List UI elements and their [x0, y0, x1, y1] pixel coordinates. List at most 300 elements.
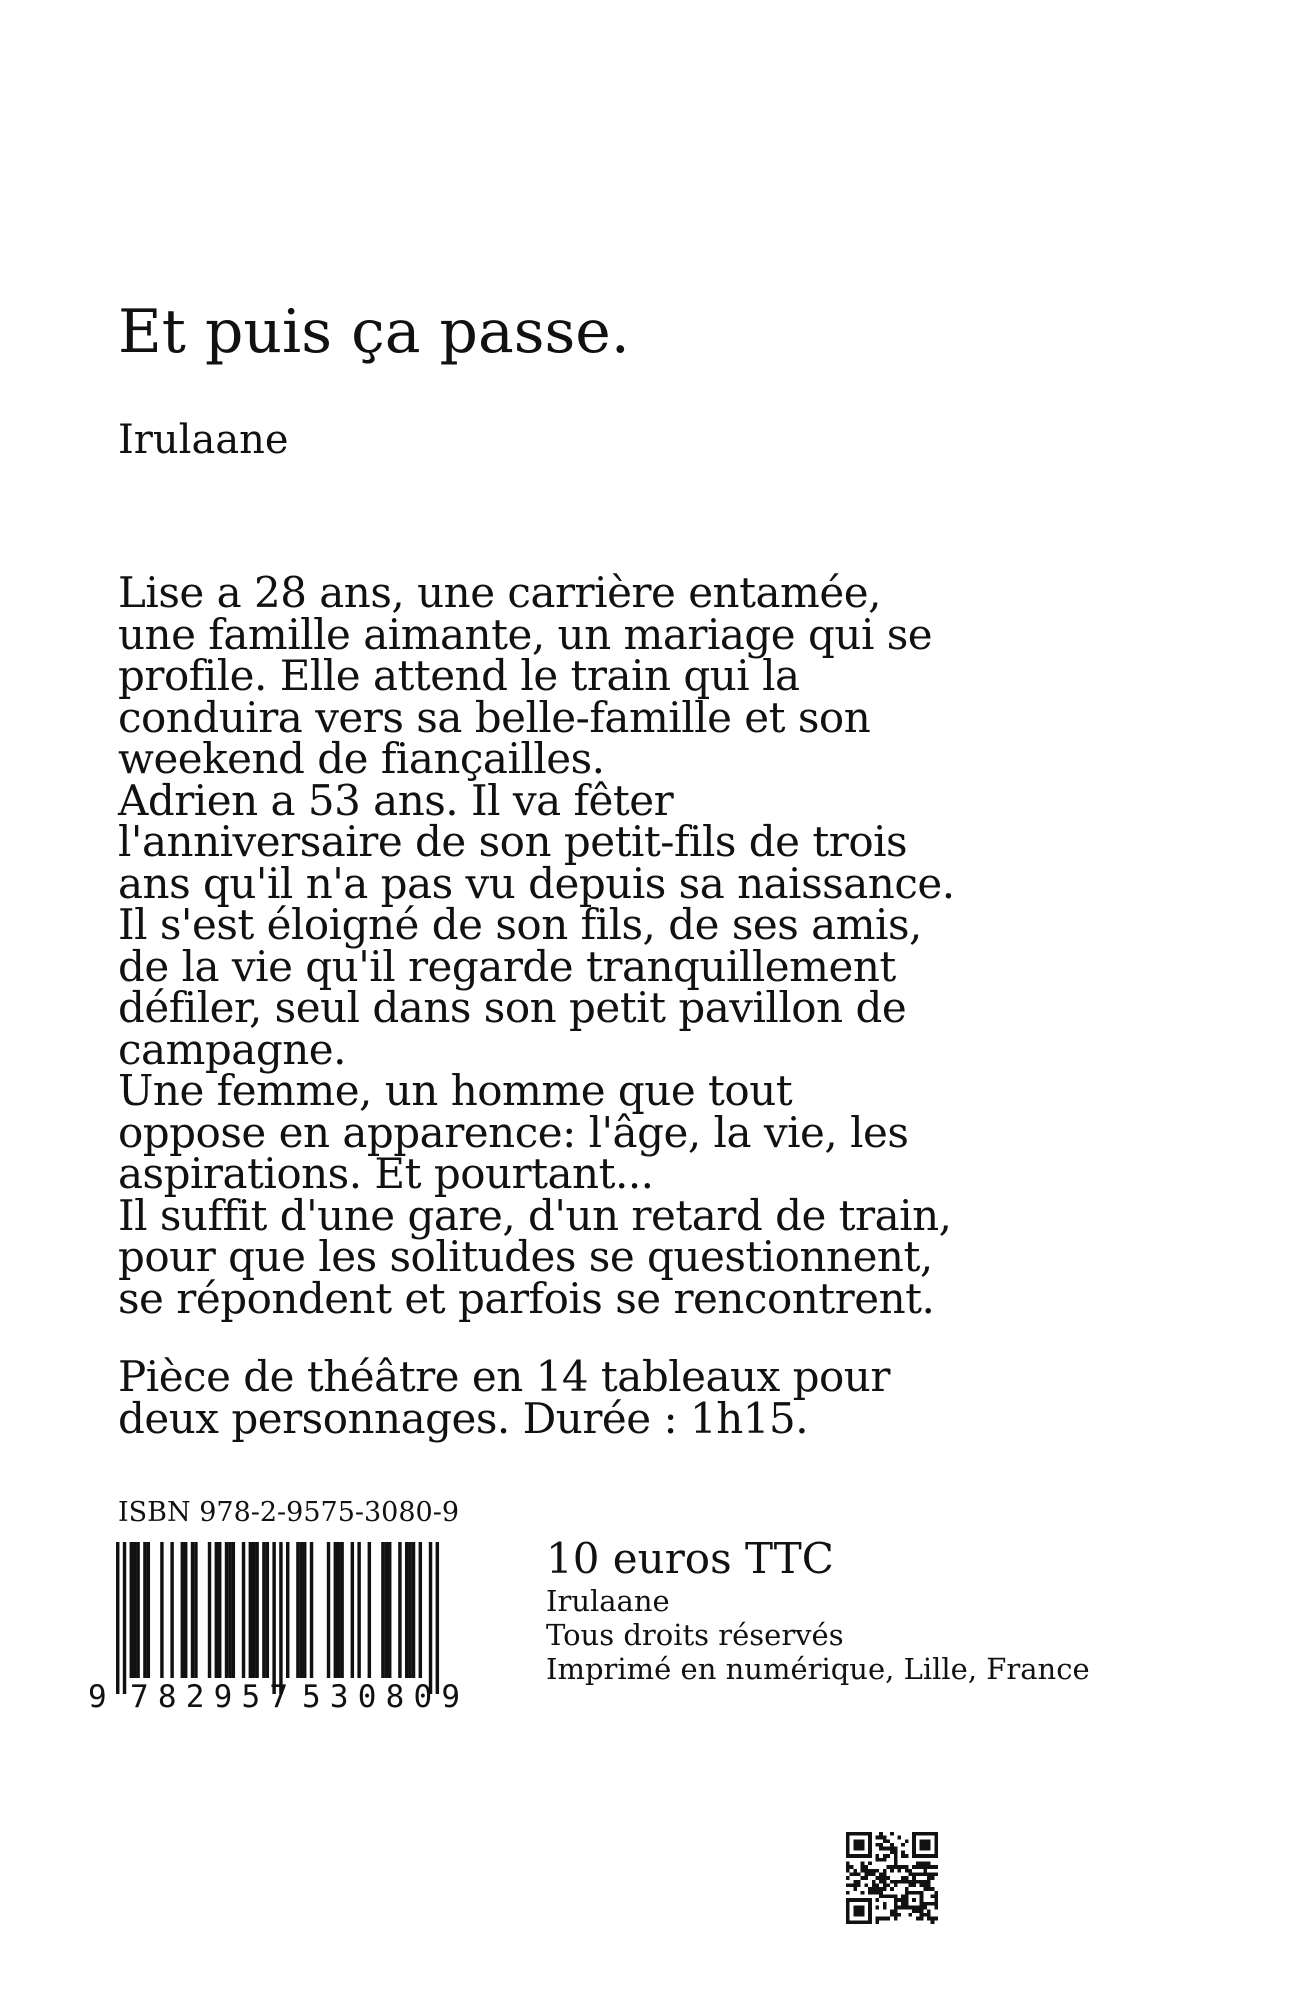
qr-module: [920, 1891, 924, 1895]
qr-module: [868, 1909, 872, 1913]
barcode-bar: [249, 1542, 252, 1678]
qr-module: [920, 1861, 924, 1865]
qr-module: [879, 1880, 883, 1884]
qr-module: [905, 1869, 909, 1873]
qr-module: [901, 1854, 905, 1858]
book-title: Et puis ça passe.: [118, 297, 630, 367]
qr-module: [857, 1898, 861, 1902]
qr-module: [868, 1917, 872, 1921]
qr-module: [934, 1843, 938, 1847]
qr-module: [912, 1898, 916, 1902]
qr-module: [875, 1858, 879, 1862]
qr-module: [901, 1876, 905, 1880]
qr-module: [864, 1898, 868, 1902]
qr-module: [912, 1872, 916, 1876]
barcode-bar: [279, 1542, 282, 1694]
qr-module: [875, 1854, 879, 1858]
qr-module: [861, 1847, 865, 1851]
qr-module: [920, 1895, 924, 1899]
barcode-bar: [368, 1542, 371, 1678]
qr-module: [923, 1843, 927, 1847]
qr-module: [846, 1843, 850, 1847]
blurb-line: Il s'est éloigné de son fils, de ses amis,: [118, 900, 922, 949]
qr-module: [883, 1876, 887, 1880]
qr-module: [853, 1920, 857, 1924]
qr-module: [846, 1891, 850, 1895]
qr-module: [879, 1832, 883, 1836]
qr-module: [934, 1854, 938, 1858]
qr-module: [853, 1887, 857, 1891]
qr-module: [846, 1902, 850, 1906]
qr-module: [868, 1920, 872, 1924]
qr-module: [905, 1895, 909, 1899]
qr-module: [916, 1909, 920, 1913]
qr-module: [934, 1872, 938, 1876]
qr-module: [883, 1917, 887, 1921]
qr-module: [868, 1872, 872, 1876]
qr-module: [923, 1887, 927, 1891]
barcode-bar: [170, 1542, 173, 1678]
qr-module: [916, 1861, 920, 1865]
barcode-bar: [327, 1542, 330, 1678]
qr-module: [872, 1887, 876, 1891]
qr-module: [927, 1839, 931, 1843]
qr-module: [864, 1869, 868, 1873]
qr-module: [931, 1832, 935, 1836]
qr-module: [909, 1872, 913, 1876]
qr-module: [905, 1906, 909, 1910]
qr-module: [886, 1847, 890, 1851]
qr-module: [912, 1836, 916, 1840]
barcode-bar: [351, 1542, 354, 1678]
barcode-bar: [405, 1542, 408, 1678]
qr-module: [850, 1898, 854, 1902]
blurb-line: campagne.: [118, 1024, 346, 1074]
barcode-bar: [436, 1542, 439, 1694]
qr-module: [890, 1865, 894, 1869]
qr-module: [916, 1854, 920, 1858]
qr-module: [857, 1843, 861, 1847]
qr-module: [923, 1902, 927, 1906]
barcode-bar: [334, 1542, 337, 1678]
qr-module: [894, 1884, 898, 1888]
qr-module: [872, 1880, 876, 1884]
qr-module: [861, 1832, 865, 1836]
qr-module: [868, 1891, 872, 1895]
barcode-bar: [225, 1542, 228, 1678]
qr-module: [894, 1917, 898, 1921]
qr-module: [875, 1887, 879, 1891]
qr-module: [861, 1854, 865, 1858]
barcode-digit-first: 9: [88, 1679, 107, 1712]
qr-module: [846, 1865, 850, 1869]
qr-module: [894, 1898, 898, 1902]
qr-module: [868, 1902, 872, 1906]
barcode-bar: [116, 1542, 119, 1694]
qr-module: [927, 1887, 931, 1891]
qr-module: [875, 1917, 879, 1921]
qr-module: [912, 1876, 916, 1880]
qr-module: [923, 1913, 927, 1917]
qr-module: [846, 1869, 850, 1873]
qr-module: [890, 1887, 894, 1891]
barcode-bar: [194, 1542, 197, 1678]
blurb-line: l'anniversaire de son petit-fils de trois: [118, 817, 908, 866]
qr-module: [920, 1839, 924, 1843]
qr-module: [879, 1847, 883, 1851]
barcode-bar: [412, 1542, 415, 1678]
barcode-bar: [296, 1542, 299, 1678]
qr-module: [850, 1832, 854, 1836]
qr-module: [868, 1832, 872, 1836]
qr-module: [857, 1847, 861, 1851]
blurb-line: une famille aimante, un mariage qui se: [118, 609, 933, 659]
qr-module: [883, 1902, 887, 1906]
qr-module: [916, 1832, 920, 1836]
qr-module: [927, 1832, 931, 1836]
qr-module: [920, 1865, 924, 1869]
qr-module: [934, 1847, 938, 1851]
qr-module: [927, 1913, 931, 1917]
qr-module: [934, 1906, 938, 1910]
qr-module: [875, 1869, 879, 1873]
qr-module: [898, 1906, 902, 1910]
qr-module: [846, 1850, 850, 1854]
isbn-label: ISBN 978-2-9575-3080-9: [118, 1497, 460, 1528]
qr-module: [927, 1843, 931, 1847]
qr-module: [853, 1913, 857, 1917]
qr-module: [931, 1895, 935, 1899]
qr-module: [861, 1839, 865, 1843]
qr-module: [912, 1843, 916, 1847]
qr-module: [883, 1858, 887, 1862]
qr-module: [868, 1898, 872, 1902]
qr-module: [853, 1898, 857, 1902]
qr-module: [901, 1898, 905, 1902]
qr-module: [898, 1898, 902, 1902]
qr-module: [886, 1876, 890, 1880]
barcode-digits-right: 530809: [302, 1679, 460, 1712]
qr-module: [857, 1906, 861, 1910]
qr-module: [912, 1891, 916, 1895]
barcode-icon: [70, 1536, 486, 1712]
qr-module: [883, 1895, 887, 1899]
qr-module: [901, 1906, 905, 1910]
barcode-bar: [300, 1542, 303, 1678]
qr-module: [923, 1839, 927, 1843]
qr-module: [920, 1917, 924, 1921]
qr-module: [861, 1891, 865, 1895]
qr-module: [864, 1832, 868, 1836]
qr-module: [861, 1869, 865, 1873]
qr-module: [861, 1909, 865, 1913]
qr-module: [853, 1869, 857, 1873]
qr-module: [883, 1887, 887, 1891]
qr-module: [883, 1906, 887, 1910]
blurb-line: oppose en apparence: l'âge, la vie, les: [118, 1107, 909, 1157]
qr-module: [875, 1884, 879, 1888]
barcode-bar: [228, 1542, 231, 1678]
qr-module: [846, 1861, 850, 1865]
barcode-bar: [381, 1542, 384, 1678]
qr-module: [872, 1869, 876, 1873]
barcode-digits-left: 782957: [130, 1679, 288, 1712]
qr-module: [931, 1876, 935, 1880]
qr-module: [894, 1858, 898, 1862]
qr-module: [857, 1839, 861, 1843]
printing-info: Imprimé en numérique, Lille, France: [546, 1652, 1090, 1686]
play-description-line: deux personnages. Durée : 1h15.: [118, 1393, 809, 1443]
qr-module: [875, 1891, 879, 1895]
qr-module: [890, 1880, 894, 1884]
qr-module: [883, 1854, 887, 1858]
qr-module: [920, 1913, 924, 1917]
barcode-bar: [357, 1542, 360, 1678]
qr-module: [850, 1854, 854, 1858]
qr-module: [894, 1909, 898, 1913]
qr-module: [920, 1843, 924, 1847]
qr-module: [894, 1880, 898, 1884]
barcode-bar: [242, 1542, 245, 1678]
qr-module: [886, 1917, 890, 1921]
qr-module: [868, 1887, 872, 1891]
qr-module: [883, 1847, 887, 1851]
qr-module: [920, 1854, 924, 1858]
qr-module: [898, 1865, 902, 1869]
barcode-bar: [143, 1542, 146, 1678]
qr-module: [857, 1854, 861, 1858]
qr-module: [890, 1895, 894, 1899]
qr-module: [898, 1836, 902, 1840]
qr-module: [868, 1854, 872, 1858]
qr-module: [868, 1839, 872, 1843]
qr-module: [923, 1880, 927, 1884]
barcode-bar: [191, 1542, 194, 1678]
qr-module: [920, 1872, 924, 1876]
qr-module: [861, 1861, 865, 1865]
qr-module: [901, 1850, 905, 1854]
qr-module: [883, 1880, 887, 1884]
qr-module: [931, 1902, 935, 1906]
qr-module: [853, 1884, 857, 1888]
blurb-line: Il suffit d'une gare, d'un retard de train,: [118, 1190, 952, 1240]
qr-module: [920, 1909, 924, 1913]
barcode-bar: [160, 1542, 163, 1678]
qr-module: [857, 1920, 861, 1924]
qr-module: [927, 1917, 931, 1921]
qr-module: [864, 1876, 868, 1880]
qr-module: [853, 1847, 857, 1851]
qr-module: [912, 1850, 916, 1854]
qr-module: [894, 1847, 898, 1851]
qr-module: [909, 1869, 913, 1873]
qr-module: [846, 1847, 850, 1851]
qr-module: [934, 1836, 938, 1840]
qr-module: [890, 1850, 894, 1854]
barcode-bar: [337, 1542, 340, 1678]
qr-module: [886, 1884, 890, 1888]
barcode-bar: [429, 1542, 432, 1694]
qr-module: [879, 1887, 883, 1891]
qr-module: [909, 1891, 913, 1895]
qr-module: [894, 1906, 898, 1910]
barcode-bar: [310, 1542, 313, 1678]
colophon: [546, 1534, 1090, 1686]
qr-module: [923, 1884, 927, 1888]
barcode-bar: [218, 1542, 221, 1678]
qr-module: [879, 1895, 883, 1899]
qr-module: [934, 1895, 938, 1899]
qr-module: [875, 1920, 879, 1924]
barcode-bar: [262, 1542, 265, 1678]
qr-module: [923, 1832, 927, 1836]
qr-module: [861, 1876, 865, 1880]
qr-module: [927, 1884, 931, 1888]
qr-module: [905, 1898, 909, 1902]
qr-module: [916, 1917, 920, 1921]
qr-module: [927, 1872, 931, 1876]
qr-module: [923, 1872, 927, 1876]
qr-module: [934, 1850, 938, 1854]
qr-module: [934, 1865, 938, 1869]
barcode-bar: [147, 1542, 150, 1678]
qr-module: [868, 1850, 872, 1854]
barcode-bar: [133, 1542, 136, 1678]
qr-module: [886, 1865, 890, 1869]
qr-module: [883, 1884, 887, 1888]
qr-module: [905, 1854, 909, 1858]
barcode-bar: [232, 1542, 235, 1678]
qr-module: [923, 1854, 927, 1858]
barcode-bar: [136, 1542, 139, 1678]
barcode-bar: [303, 1542, 306, 1678]
qr-module: [912, 1880, 916, 1884]
qr-module: [894, 1861, 898, 1865]
barcode-bar: [130, 1542, 133, 1678]
barcode-bar: [215, 1542, 218, 1678]
qr-module: [857, 1913, 861, 1917]
qr-module: [923, 1865, 927, 1869]
qr-module: [875, 1876, 879, 1880]
qr-module: [934, 1839, 938, 1843]
qr-module: [868, 1847, 872, 1851]
qr-module: [934, 1917, 938, 1921]
qr-module: [920, 1832, 924, 1836]
qr-module: [927, 1865, 931, 1869]
qr-module: [927, 1861, 931, 1865]
blurb-line: Une femme, un homme que tout: [118, 1066, 793, 1115]
qr-module: [857, 1832, 861, 1836]
qr-module: [864, 1865, 868, 1869]
barcode-bar: [181, 1542, 184, 1678]
qr-module: [920, 1902, 924, 1906]
qr-module: [905, 1902, 909, 1906]
qr-module: [898, 1913, 902, 1917]
qr-module: [916, 1880, 920, 1884]
qr-module: [920, 1880, 924, 1884]
qr-module: [931, 1854, 935, 1858]
qr-module: [868, 1869, 872, 1873]
qr-module: [868, 1836, 872, 1840]
qr-module: [861, 1865, 865, 1869]
qr-module: [861, 1920, 865, 1924]
qr-module: [850, 1872, 854, 1876]
rights-notice: Tous droits réservés: [546, 1618, 844, 1652]
qr-module: [857, 1880, 861, 1884]
qr-module: [927, 1902, 931, 1906]
barcode-bar: [419, 1542, 422, 1678]
qr-module: [850, 1865, 854, 1869]
blurb-line: Adrien a 53 ans. Il va fêter: [118, 775, 674, 825]
qr-module: [853, 1872, 857, 1876]
qr-module: [927, 1854, 931, 1858]
qr-module: [909, 1880, 913, 1884]
barcode-bar: [272, 1542, 275, 1694]
blurb-paragraph: [118, 568, 1118, 1323]
qr-module: [934, 1891, 938, 1895]
blurb-line: de la vie qu'il regarde tranquillement: [118, 941, 896, 991]
qr-module: [905, 1865, 909, 1869]
blurb-line: pour que les solitudes se questionnent,: [118, 1232, 933, 1281]
qr-module: [934, 1898, 938, 1902]
qr-module: [912, 1839, 916, 1843]
qr-module: [909, 1906, 913, 1910]
qr-module: [901, 1902, 905, 1906]
qr-module: [927, 1876, 931, 1880]
qr-module: [920, 1906, 924, 1910]
qr-module: [883, 1872, 887, 1876]
qr-module: [857, 1909, 861, 1913]
qr-module: [853, 1832, 857, 1836]
blurb-line: conduira vers sa belle-famille et son: [118, 692, 871, 742]
qr-module: [931, 1920, 935, 1924]
qr-module: [864, 1854, 868, 1858]
blurb-line: ans qu'il n'a pas vu depuis sa naissance.: [118, 858, 955, 908]
qr-module: [905, 1876, 909, 1880]
barcode-bar: [123, 1542, 126, 1694]
blurb-line: weekend de fiançailles.: [118, 734, 605, 783]
qr-module: [868, 1843, 872, 1847]
qr-module: [916, 1906, 920, 1910]
qr-module: [905, 1839, 909, 1843]
qr-module: [909, 1884, 913, 1888]
qr-module: [898, 1869, 902, 1873]
barcode-bar: [252, 1542, 255, 1678]
qr-module: [905, 1887, 909, 1891]
blurb-line: profile. Elle attend le train qui la: [118, 651, 800, 700]
qr-module: [886, 1895, 890, 1899]
qr-module: [890, 1832, 894, 1836]
qr-module: [853, 1909, 857, 1913]
publisher: Irulaane: [546, 1584, 670, 1618]
qr-module: [912, 1906, 916, 1910]
qr-module: [879, 1876, 883, 1880]
qr-module: [883, 1839, 887, 1843]
qr-module: [846, 1909, 850, 1913]
barcode-bar: [184, 1542, 187, 1678]
qr-module: [846, 1898, 850, 1902]
qr-module: [868, 1913, 872, 1917]
qr-module: [853, 1839, 857, 1843]
qr-module: [901, 1843, 905, 1847]
qr-module: [861, 1913, 865, 1917]
qr-module: [890, 1913, 894, 1917]
qr-module: [912, 1854, 916, 1858]
barcode-bar: [408, 1542, 411, 1678]
qr-module: [868, 1906, 872, 1910]
qr-module: [879, 1872, 883, 1876]
qr-module: [916, 1865, 920, 1869]
